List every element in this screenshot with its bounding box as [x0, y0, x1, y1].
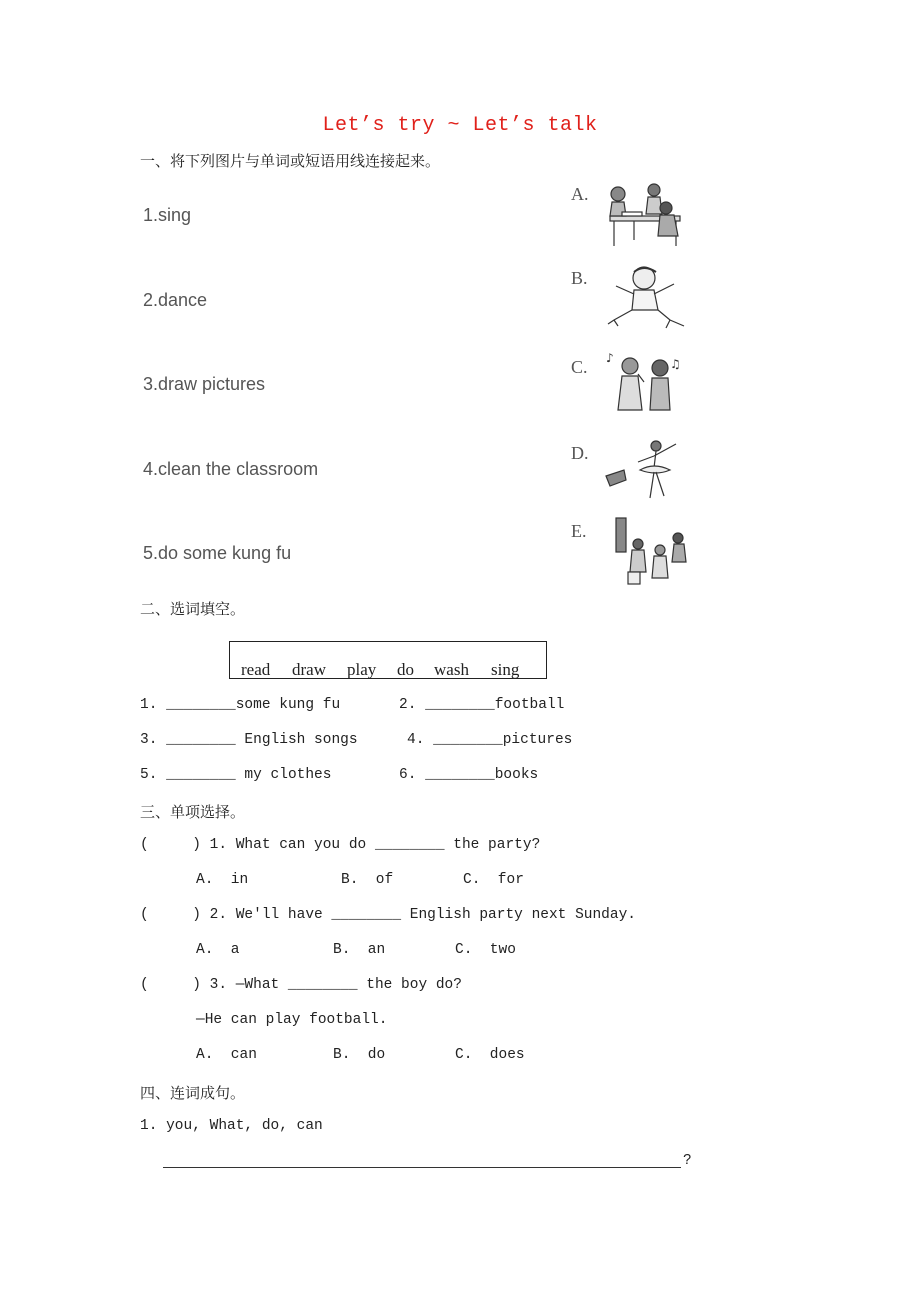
- fill-item-number: 5.: [140, 767, 158, 783]
- fill-item-number: 1.: [140, 697, 158, 713]
- match-phrase-2: 2.dance: [143, 290, 208, 310]
- section2-heading: 二、选词填空。: [140, 600, 246, 618]
- picture-kung-fu: [604, 264, 690, 336]
- word-bank-item: draw: [292, 660, 326, 679]
- word-bank-item: do: [397, 660, 414, 679]
- fill-item-number: 2.: [399, 697, 417, 713]
- fill-item-number: 3.: [140, 732, 158, 748]
- fill-item-blank[interactable]: ________: [433, 732, 503, 748]
- answer-line[interactable]: [163, 1167, 681, 1168]
- mc-q1-option-a[interactable]: A. in: [196, 872, 249, 888]
- picture-singing: [604, 350, 690, 422]
- fill-item-text: books: [494, 767, 539, 783]
- fill-item-3: [140, 732, 358, 748]
- mc-q3-option-b[interactable]: B. do: [333, 1047, 386, 1063]
- word-bank-item: wash: [434, 660, 469, 679]
- match-letter-b: B.: [571, 268, 588, 288]
- picture-dancing: [604, 436, 690, 508]
- mc-q3-option-c[interactable]: C. does: [455, 1047, 525, 1063]
- word-bank-box: [229, 641, 547, 679]
- section1-heading: 一、将下列图片与单词或短语用线连接起来。: [140, 152, 441, 170]
- fill-item-2: [399, 697, 564, 713]
- word-bank-item: sing: [491, 660, 520, 679]
- svg-text:♪: ♪: [606, 351, 614, 365]
- match-phrase-1: 1.sing: [143, 205, 192, 225]
- fill-item-number: 6.: [399, 767, 417, 783]
- fill-item-5: [140, 767, 331, 783]
- match-letter-e: E.: [571, 521, 587, 541]
- section4-heading: 四、连词成句。: [140, 1084, 246, 1102]
- fill-item-text: some kung fu: [235, 697, 341, 713]
- mc-question-3-answer-line: —He can play football.: [196, 1012, 388, 1028]
- answer-question-mark: ?: [683, 1153, 692, 1169]
- mc-q3-option-a[interactable]: A. can: [196, 1047, 257, 1063]
- fill-item-blank[interactable]: ________: [425, 767, 495, 783]
- mc-q2-option-c[interactable]: C. two: [455, 942, 516, 958]
- match-letter-d: D.: [571, 443, 589, 463]
- fill-item-blank[interactable]: ________: [166, 732, 236, 748]
- fill-item-text: football: [494, 697, 565, 713]
- fill-item-blank[interactable]: ________: [425, 697, 495, 713]
- mc-q2-option-b[interactable]: B. an: [333, 942, 386, 958]
- match-letter-c: C.: [571, 357, 588, 377]
- word-bank-item: read: [241, 660, 271, 679]
- fill-item-blank[interactable]: ________: [166, 697, 236, 713]
- fill-item-blank[interactable]: ________: [166, 767, 236, 783]
- match-phrase-3: 3.draw pictures: [143, 374, 266, 394]
- match-phrase-5: 5.do some kung fu: [143, 543, 292, 563]
- match-phrase-4: 4.clean the classroom: [143, 459, 319, 479]
- fill-item-text: my clothes: [235, 767, 332, 783]
- svg-text:♫: ♫: [670, 357, 681, 371]
- fill-item-text: English songs: [235, 732, 358, 748]
- match-letter-a: A.: [571, 184, 589, 204]
- mc-q1-option-b[interactable]: B. of: [341, 872, 394, 888]
- mc-q2-option-a[interactable]: A. a: [196, 942, 240, 958]
- fill-item-1: [140, 697, 340, 713]
- fill-item-number: 4.: [407, 732, 425, 748]
- mc-q1-option-c[interactable]: C. for: [463, 872, 524, 888]
- page-title: Let’s try ~ Let’s talk: [322, 114, 598, 137]
- fill-item-6: [399, 767, 538, 783]
- sentence-words-1: 1. you, What, do, can: [140, 1118, 323, 1134]
- fill-item-4: [407, 732, 572, 748]
- fill-item-text: pictures: [502, 732, 573, 748]
- mc-question-1: ( ) 1. What can you do ________ the party?: [140, 837, 541, 853]
- picture-drawing-pictures: [604, 180, 690, 252]
- picture-cleaning-classroom: [604, 516, 690, 588]
- word-bank-item: play: [347, 660, 377, 679]
- mc-question-3: ( ) 3. —What ________ the boy do?: [140, 977, 462, 993]
- mc-question-2: ( ) 2. We'll have ________ English party next Sunday.: [140, 907, 636, 923]
- section3-heading: 三、单项选择。: [140, 803, 246, 821]
